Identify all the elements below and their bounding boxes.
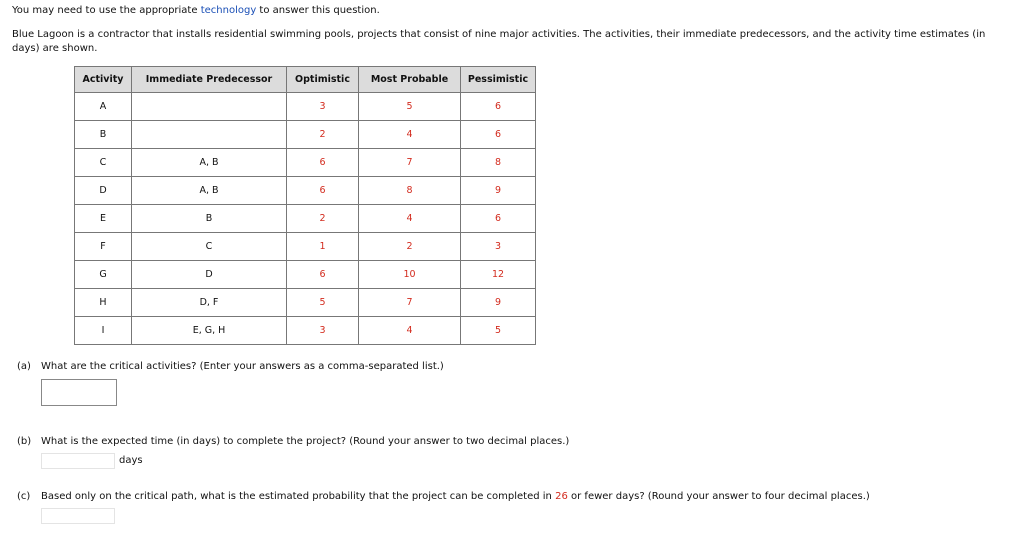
predecessor-cell: D (132, 261, 287, 289)
problem-statement: Blue Lagoon is a contractor that installs residential swimming pools, projects that consist of nine major activities. The activities, their immediate predecessors, and the activity time estimates (in days) are shown. (12, 29, 986, 54)
table-row (75, 261, 536, 289)
most-probable-cell: 2 (359, 233, 461, 261)
optimistic-cell: 5 (287, 289, 359, 317)
question-b (17, 435, 569, 448)
optimistic-cell: 6 (287, 177, 359, 205)
most-probable-cell: 4 (359, 205, 461, 233)
table-row (75, 233, 536, 261)
activity-cell: H (75, 289, 132, 317)
activity-cell: E (75, 205, 132, 233)
most-probable-cell: 7 (359, 289, 461, 317)
question-c-label: (c) (17, 491, 31, 502)
activity-cell: D (75, 177, 132, 205)
pessimistic-cell: 8 (461, 149, 536, 177)
question-c-days-value: 26 (555, 491, 568, 502)
table-header-row (75, 67, 536, 93)
most-probable-cell: 7 (359, 149, 461, 177)
header-immediate-predecessor: Immediate Predecessor (132, 67, 287, 93)
pessimistic-cell: 3 (461, 233, 536, 261)
table-row (75, 205, 536, 233)
activity-cell: G (75, 261, 132, 289)
expected-time-input[interactable] (41, 453, 115, 469)
table-row (75, 149, 536, 177)
instruction-prefix: You may need to use the appropriate (12, 5, 198, 16)
optimistic-cell: 2 (287, 121, 359, 149)
pessimistic-cell: 6 (461, 205, 536, 233)
optimistic-cell: 6 (287, 261, 359, 289)
predecessor-cell: E, G, H (132, 317, 287, 345)
question-a-label: (a) (17, 361, 31, 372)
instruction-suffix: to answer this question. (259, 5, 380, 16)
table-row (75, 177, 536, 205)
optimistic-cell: 3 (287, 93, 359, 121)
activity-cell: C (75, 149, 132, 177)
most-probable-cell: 4 (359, 121, 461, 149)
pessimistic-cell: 6 (461, 121, 536, 149)
instruction-line (12, 4, 380, 17)
header-optimistic: Optimistic (287, 67, 359, 93)
most-probable-cell: 10 (359, 261, 461, 289)
predecessor-cell: C (132, 233, 287, 261)
activity-cell: F (75, 233, 132, 261)
most-probable-cell: 4 (359, 317, 461, 345)
pessimistic-cell: 12 (461, 261, 536, 289)
pessimistic-cell: 9 (461, 177, 536, 205)
question-a-text: What are the critical activities? (Enter your answers as a comma-separated list.) (41, 361, 444, 372)
probability-input[interactable] (41, 508, 115, 524)
table-row (75, 289, 536, 317)
optimistic-cell: 3 (287, 317, 359, 345)
predecessor-cell: D, F (132, 289, 287, 317)
technology-link[interactable]: technology (200, 5, 257, 16)
question-b-text: What is the expected time (in days) to complete the project? (Round your answer to two decimal places.) (41, 436, 570, 447)
optimistic-cell: 1 (287, 233, 359, 261)
optimistic-cell: 6 (287, 149, 359, 177)
predecessor-cell: A, B (132, 149, 287, 177)
predecessor-cell: B (132, 205, 287, 233)
predecessor-cell (132, 121, 287, 149)
pessimistic-cell: 9 (461, 289, 536, 317)
table-row (75, 317, 536, 345)
activity-table (74, 66, 536, 345)
question-c-text-after: or fewer days? (Round your answer to four decimal places.) (571, 491, 870, 502)
header-activity: Activity (75, 67, 132, 93)
header-pessimistic: Pessimistic (461, 67, 536, 93)
activity-cell: B (75, 121, 132, 149)
pessimistic-cell: 6 (461, 93, 536, 121)
most-probable-cell: 5 (359, 93, 461, 121)
question-c (17, 490, 870, 503)
activity-cell: A (75, 93, 132, 121)
activity-cell: I (75, 317, 132, 345)
question-c-text-before: Based only on the critical path, what is the estimated probability that the project can be completed in (41, 491, 552, 502)
expected-time-unit: days (119, 455, 143, 466)
question-a (17, 360, 444, 373)
table-row (75, 93, 536, 121)
optimistic-cell: 2 (287, 205, 359, 233)
question-b-label: (b) (17, 436, 32, 447)
header-most-probable: Most Probable (359, 67, 461, 93)
table-row (75, 121, 536, 149)
predecessor-cell: A, B (132, 177, 287, 205)
critical-activities-input[interactable] (41, 379, 117, 406)
most-probable-cell: 8 (359, 177, 461, 205)
predecessor-cell (132, 93, 287, 121)
pessimistic-cell: 5 (461, 317, 536, 345)
